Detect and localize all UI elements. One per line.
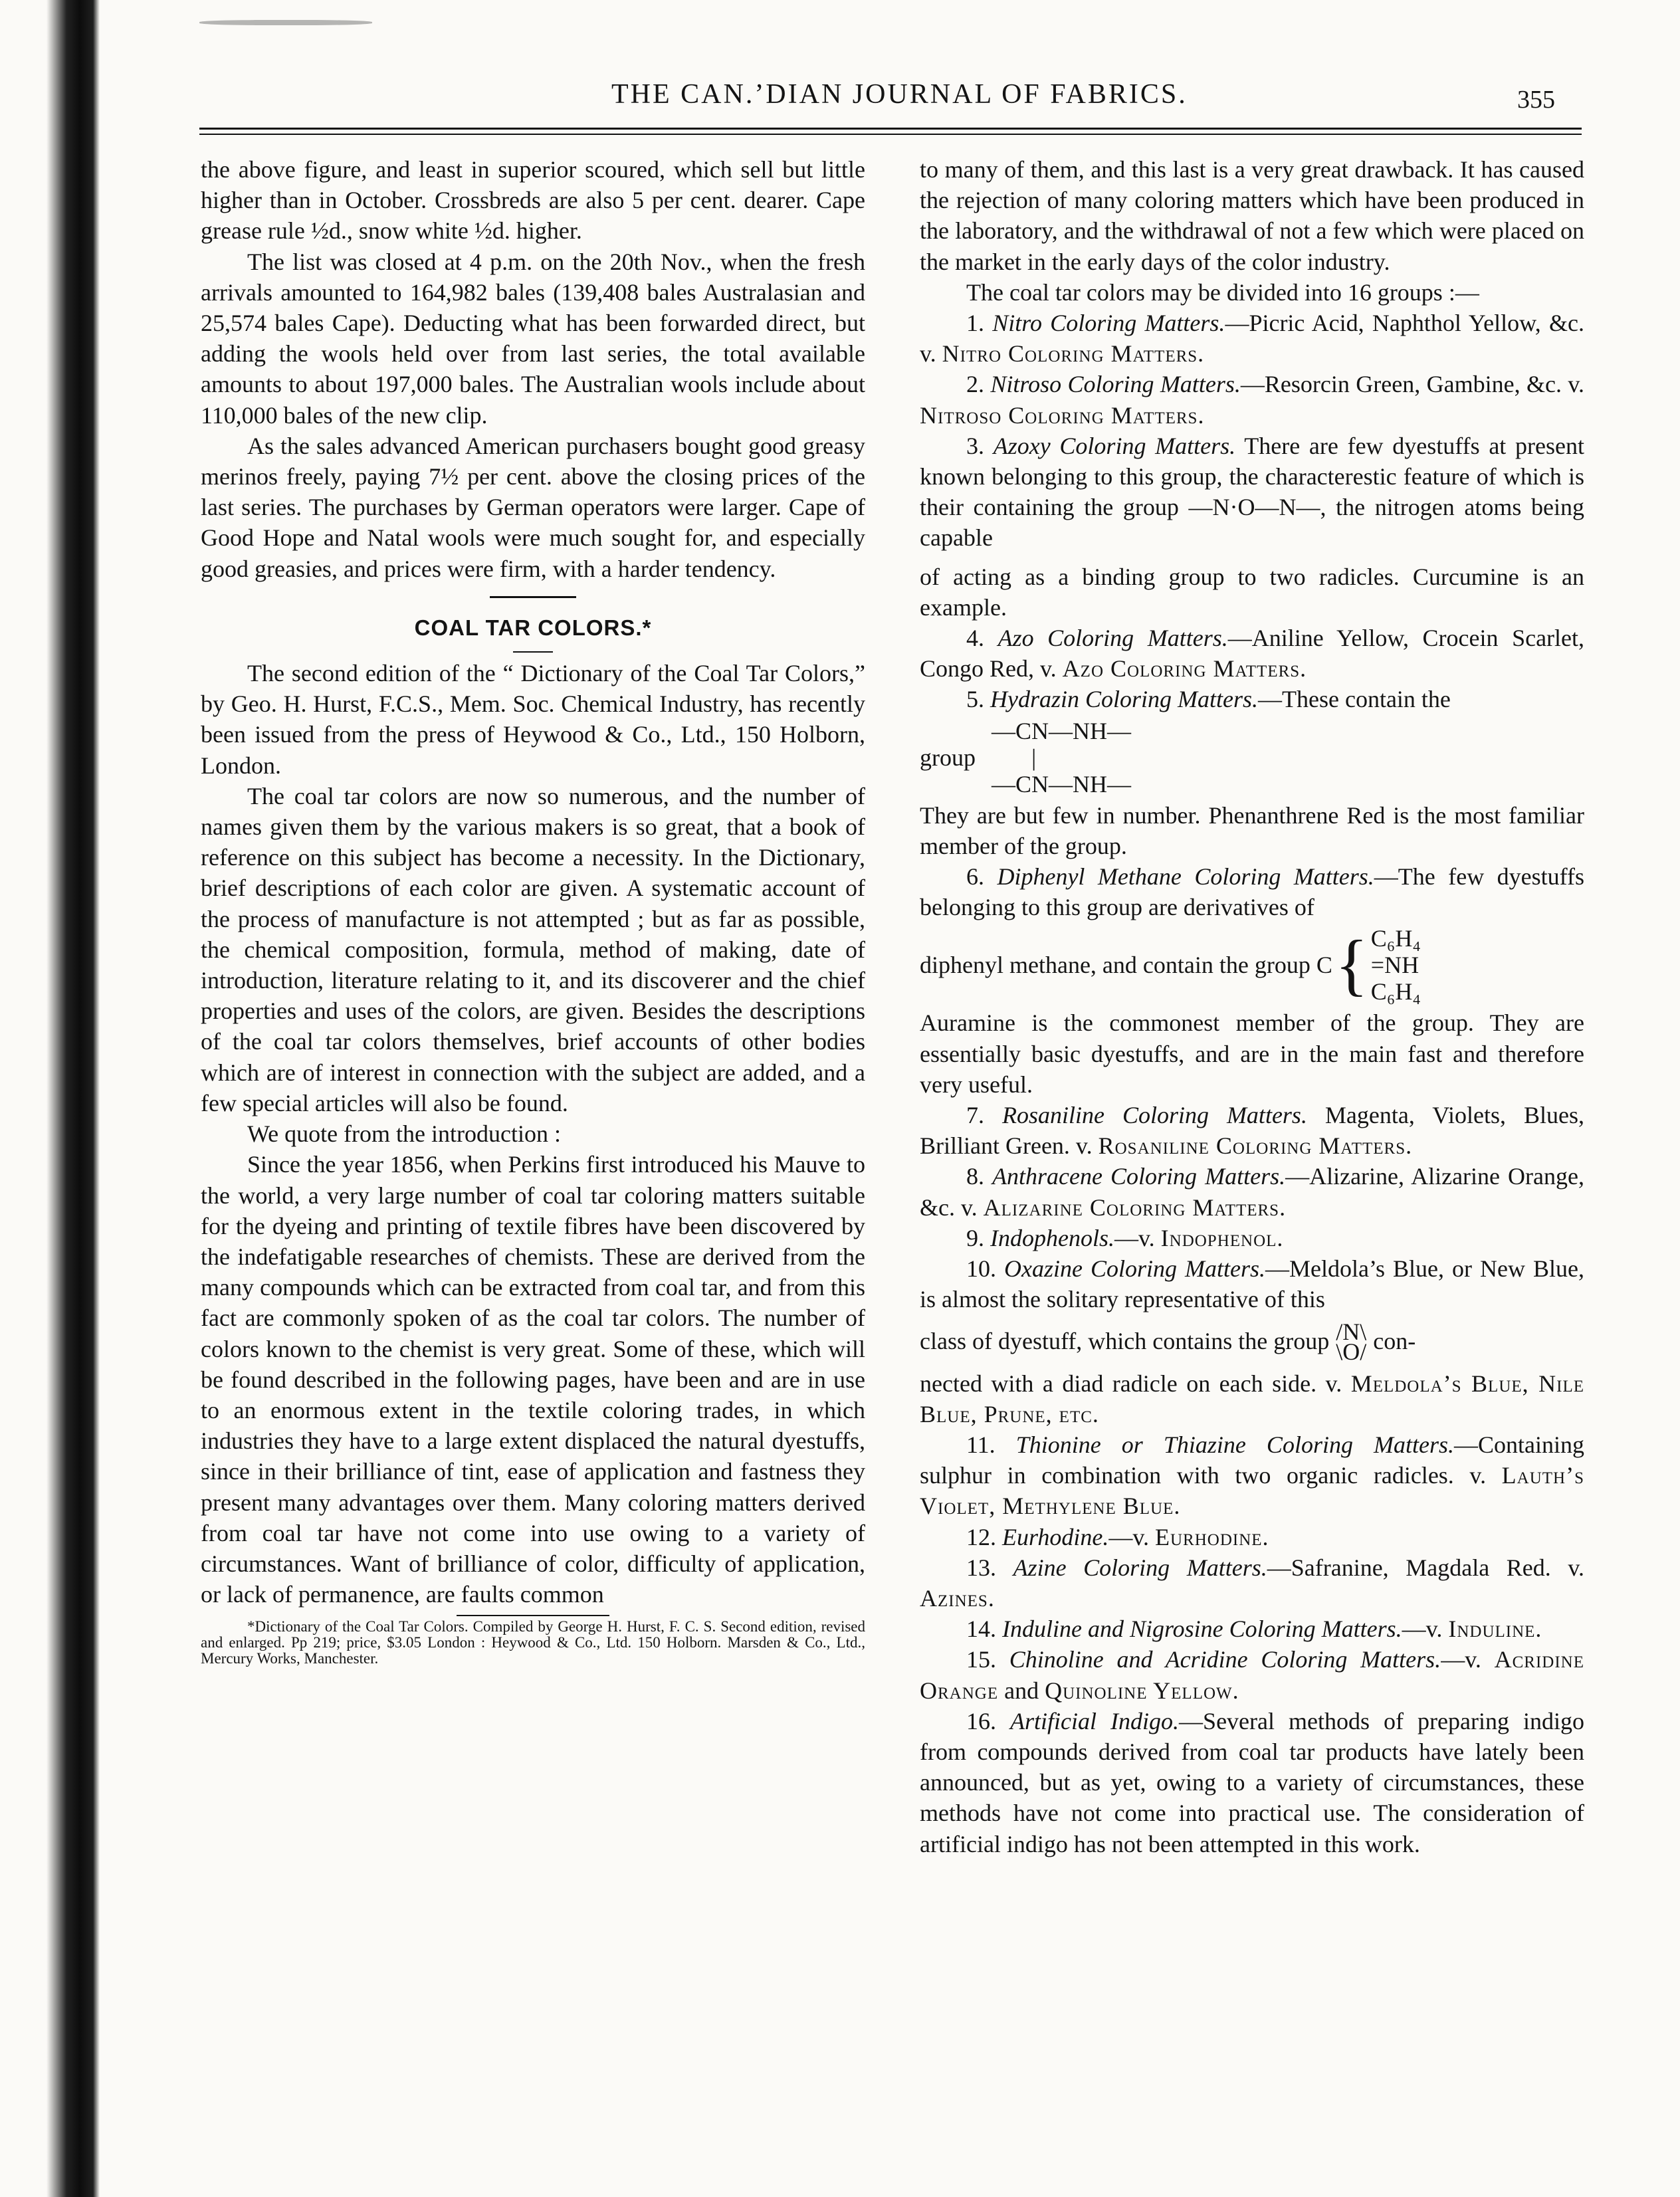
group-item bbox=[920, 1100, 1584, 1161]
group-text: —Resorcin Green, Gambine, &c. v. bbox=[1240, 371, 1585, 398]
formula-lead: diphenyl methane, and contain the group C bbox=[920, 952, 1332, 979]
formula-label: group bbox=[920, 744, 976, 771]
group-title: Anthracene Coloring Matters. bbox=[992, 1163, 1286, 1190]
paragraph: The coal tar colors may be divided into 16 groups :— bbox=[966, 278, 1479, 306]
group-text: —Aniline Yellow, Crocein Scarlet, Congo Red, v. bbox=[920, 625, 1585, 682]
formula-bond: | bbox=[1031, 744, 1037, 771]
group-text: —Several methods of preparing indigo from compounds derived from coal tar products have lately been announced, but as yet, owing to a variety of circumstances, these methods have not come into practical use. The consideration of artificial indigo has not been attempted in this work. bbox=[920, 1707, 1585, 1857]
group-text: nected with a diad radicle on each side. v. bbox=[920, 1370, 1351, 1397]
group-text: —Picric Acid, Naphthol Yellow, &c. v. bbox=[920, 310, 1585, 367]
group-text bbox=[920, 1368, 1584, 1429]
group-item bbox=[920, 1253, 1584, 1314]
group-text: and bbox=[998, 1677, 1045, 1704]
running-head: THE CAN.’DIAN JOURNAL OF FABRICS. bbox=[611, 79, 1188, 110]
paragraph: to many of them, and this last is a very great drawback. It has caused the rejection of many coloring matters which have been produced in the laboratory, and the withdrawal of not a few which were placed on the market in the early days of the color industry. bbox=[920, 156, 1584, 275]
group-number: 6. bbox=[966, 863, 984, 890]
group-item bbox=[920, 684, 1584, 714]
group-item bbox=[920, 861, 1584, 922]
group-number: 3. bbox=[966, 432, 984, 459]
hydrazin-formula bbox=[920, 718, 1584, 797]
paragraph: As the sales advanced American purchasers bought good greasy merinos freely, paying 7½ per cent. above the closing prices of the last series. The purchases by German operators were larger. Cape of Good Hope and Natal wools were much sought for, and especially good greasies, and prices were firm, with a harder tendency. bbox=[201, 432, 865, 582]
cross-reference: Alizarine Coloring Matters. bbox=[983, 1194, 1287, 1221]
ring-top: /N\ bbox=[1336, 1318, 1367, 1345]
paragraph: Since the year 1856, when Perkins first introduced his Mauve to the world, a very large number of coal tar coloring matters suitable for the dyeing and printing of textile fibres have been discovered by the indefatigable researches of chemists. These are derived from the many compounds which can be extracted from coal tar, and from this fact are commonly spoken of as the coal tar colors. The number of colors known to the chemist is very great. Some of these, which will be found described in the following pages, have been and are in use to an enormous extent in the textile coloring trades, in which industries they have to a large extent displaced the natural dyestuffs, since in their brilliance of tint, ease of application and fastness they present many advantages over them. Many coloring matters derived from coal tar have not come into use owing to a variety of circumstances. Want of brilliance of color, difficulty of application, or lack of permanence, are faults common bbox=[201, 1151, 865, 1608]
group-text: —These contain the bbox=[1258, 686, 1451, 713]
cross-reference: Eurhodine. bbox=[1155, 1523, 1269, 1550]
group-number: 4. bbox=[966, 625, 984, 652]
group-title: Eurhodine. bbox=[1002, 1523, 1109, 1550]
formula-line: C₆H₄ bbox=[1370, 925, 1421, 952]
oxazine-formula bbox=[920, 1318, 1584, 1365]
left-column bbox=[201, 154, 865, 1667]
group-number: 14. bbox=[966, 1616, 996, 1643]
group-number: 9. bbox=[966, 1224, 984, 1251]
group-number: 2. bbox=[966, 371, 984, 398]
group-item bbox=[920, 1161, 1584, 1222]
cross-reference: Azo Coloring Matters. bbox=[1062, 655, 1307, 682]
cross-reference: Rosaniline Coloring Matters. bbox=[1098, 1132, 1413, 1160]
group-item bbox=[920, 369, 1584, 430]
paragraph: The second edition of the “ Dictionary of the Coal Tar Colors,” by Geo. H. Hurst, F.C.S., Mem. Soc. Chemical Industry, has recently been issued from the press of Heywood & Co., Ltd., 150 Holborn, London. bbox=[201, 660, 865, 779]
group-text: of acting as a binding group to two radicles. Curcumine is an example. bbox=[920, 563, 1584, 621]
cross-reference: Lauth’s Violet, Methylene Blue. bbox=[920, 1462, 1584, 1520]
section-title-underline bbox=[513, 651, 553, 653]
formula-line: —CN—NH— bbox=[992, 770, 1132, 797]
paragraph: The list was closed at 4 p.m. on the 20th Nov., when the fresh arrivals amounted to 164,982 bales (139,408 bales Australasian and 25,574 bales Cape). Deducting what has been forwarded direct, but adding the wools held over from last series, the total available amounts to about 197,000 bales. The Australian wools include about 110,000 bales of the new clip. bbox=[201, 248, 865, 429]
cross-reference: Nitroso Coloring Matters. bbox=[920, 401, 1205, 429]
ring-bottom: \O/ bbox=[1336, 1338, 1367, 1365]
group-title: Thionine or Thiazine Coloring Matters. bbox=[1015, 1431, 1455, 1458]
formula-line: C₆H₄ bbox=[1370, 978, 1421, 1005]
formula-lead: class of dyestuff, which contains the group bbox=[920, 1328, 1330, 1355]
group-number: 10. bbox=[966, 1255, 996, 1283]
group-text: —Containing sulphur in combination with two organic radicles. v. bbox=[920, 1431, 1585, 1489]
group-text: —The few dyestuffs belonging to this group are derivatives of bbox=[920, 863, 1584, 921]
section-divider bbox=[490, 596, 576, 598]
group-text: —v. bbox=[1114, 1224, 1161, 1251]
page-number: 355 bbox=[1517, 86, 1555, 114]
cross-reference: Meldola’s Blue, Nile Blue, Prune, etc. bbox=[920, 1370, 1584, 1427]
group-item bbox=[920, 623, 1584, 684]
section-title: COAL TAR COLORS.* bbox=[414, 615, 652, 640]
group-title: Nitroso Coloring Matters. bbox=[990, 371, 1241, 398]
paragraph: We quote from the introduction : bbox=[247, 1120, 561, 1148]
group-title: Hydrazin Coloring Matters. bbox=[990, 686, 1259, 713]
cross-reference: Nitro Coloring Matters. bbox=[942, 340, 1205, 367]
group-item bbox=[920, 1522, 1584, 1552]
group-text: —Alizarine, Alizarine Orange, &c. v. bbox=[920, 1163, 1584, 1221]
group-text: Auramine is the commonest member of the group. They are essentially basic dyestuffs, and are in the main fast and therefore very useful. bbox=[920, 1009, 1584, 1098]
group-title: Nitro Coloring Matters. bbox=[992, 310, 1225, 337]
print-speck bbox=[199, 20, 372, 25]
formula-tail: con- bbox=[1373, 1328, 1416, 1355]
group-title: Diphenyl Methane Coloring Matters. bbox=[997, 863, 1374, 890]
right-column bbox=[920, 154, 1584, 1859]
group-text: —v. bbox=[1108, 1523, 1156, 1550]
group-title: Artificial Indigo. bbox=[1010, 1707, 1180, 1734]
formula-stack bbox=[1371, 925, 1421, 1005]
ring-atom: O bbox=[1342, 1338, 1360, 1365]
group-number: 16. bbox=[966, 1707, 996, 1734]
group-text: —v. bbox=[1441, 1646, 1495, 1673]
page-header bbox=[199, 78, 1582, 128]
formula-stack bbox=[992, 718, 1131, 797]
group-title: Induline and Nigrosine Coloring Matters. bbox=[1002, 1616, 1402, 1643]
group-title: Azoxy Coloring Matters. bbox=[993, 432, 1236, 459]
footnote-rule bbox=[457, 1615, 609, 1616]
paragraph: The coal tar colors are now so numerous, and the number of names given them by the various makers is so great, that a book of reference on this subject has become a necessity. In the Dictionary, brief descriptions of each color are given. A systematic account of the process of manufacture is not attempted ; but as far as possible, the chemical composition, formula, method of making, date of introduction, literature relating to it, and its discoverer and the chief properties and uses of the colors, are given. Besides the descriptions of the coal tar colors themselves, brief accounts of other bodies which are of interest in connection with the subject are added, and a few special articles will also be found. bbox=[201, 782, 865, 1116]
group-text: —v. bbox=[1402, 1616, 1449, 1643]
group-number: 13. bbox=[966, 1554, 996, 1581]
cross-reference: Azines. bbox=[920, 1584, 995, 1612]
brace-glyph: { bbox=[1334, 926, 1368, 1003]
group-number: 15. bbox=[966, 1646, 996, 1673]
cross-reference: Indophenol. bbox=[1160, 1224, 1284, 1251]
group-title: Indophenols. bbox=[990, 1224, 1114, 1251]
group-text: Magenta, Violets, Blues, Brilliant Green. v. bbox=[920, 1102, 1584, 1160]
cross-reference: Quinoline Yellow. bbox=[1045, 1677, 1239, 1704]
group-item bbox=[920, 1614, 1584, 1644]
group-item bbox=[920, 431, 1584, 554]
group-text: They are but few in number. Phenanthrene Red is the most familiar member of the group. bbox=[920, 801, 1584, 859]
group-number: 8. bbox=[966, 1163, 984, 1190]
paragraph: the above figure, and least in superior scoured, which sell but little higher than in October. Crossbreds are also 5 per cent. dearer. Cape grease rule ½d., snow white ½d. higher. bbox=[201, 156, 865, 245]
group-item bbox=[920, 1644, 1584, 1705]
group-number: 12. bbox=[966, 1523, 996, 1550]
group-title: Azo Coloring Matters. bbox=[998, 625, 1228, 652]
ring-atom: N bbox=[1342, 1318, 1360, 1345]
group-item bbox=[920, 1429, 1584, 1522]
oxazine-ring bbox=[1336, 1318, 1367, 1365]
group-text: —Meldola’s Blue, or New Blue, is almost the solitary representative of this bbox=[920, 1255, 1585, 1313]
group-number: 1. bbox=[966, 310, 984, 337]
diphenyl-formula bbox=[920, 925, 1584, 1005]
group-text: —Safranine, Magdala Red. v. bbox=[1267, 1554, 1584, 1581]
group-item bbox=[920, 1552, 1584, 1614]
group-title: Azine Coloring Matters. bbox=[1013, 1554, 1267, 1581]
group-number: 5. bbox=[966, 686, 984, 713]
cross-reference: Induline. bbox=[1448, 1616, 1542, 1643]
formula-line: —CN—NH— bbox=[992, 717, 1132, 744]
formula-line: =NH bbox=[1370, 952, 1419, 979]
cross-reference: Acridine Orange bbox=[920, 1646, 1585, 1704]
group-title: Oxazine Coloring Matters. bbox=[1004, 1255, 1266, 1283]
group-item bbox=[920, 1706, 1584, 1859]
group-title: Rosaniline Coloring Matters. bbox=[1001, 1102, 1307, 1129]
page-binding-edge bbox=[0, 0, 100, 2197]
group-number: 7. bbox=[966, 1102, 984, 1129]
group-item bbox=[920, 1223, 1584, 1253]
group-item bbox=[920, 308, 1584, 369]
group-number: 11. bbox=[966, 1431, 996, 1458]
header-rule bbox=[199, 128, 1582, 135]
group-title: Chinoline and Acridine Coloring Matters. bbox=[1009, 1646, 1441, 1673]
footnote: *Dictionary of the Coal Tar Colors. Compiled by George H. Hurst, F. C. S. Second edition, revised and enlarged. Pp 219; price, $3.05 London : Heywood & Co., Ltd. 150 Holborn. Marsden & Co., Ltd., Mercury Works, Manchester. bbox=[201, 1618, 865, 1667]
group-text: There are few dyestuffs at present known belonging to this group, the characterestic feature of which is their containing the group —N·O—N—, the nitrogen atoms being capable bbox=[920, 432, 1584, 552]
